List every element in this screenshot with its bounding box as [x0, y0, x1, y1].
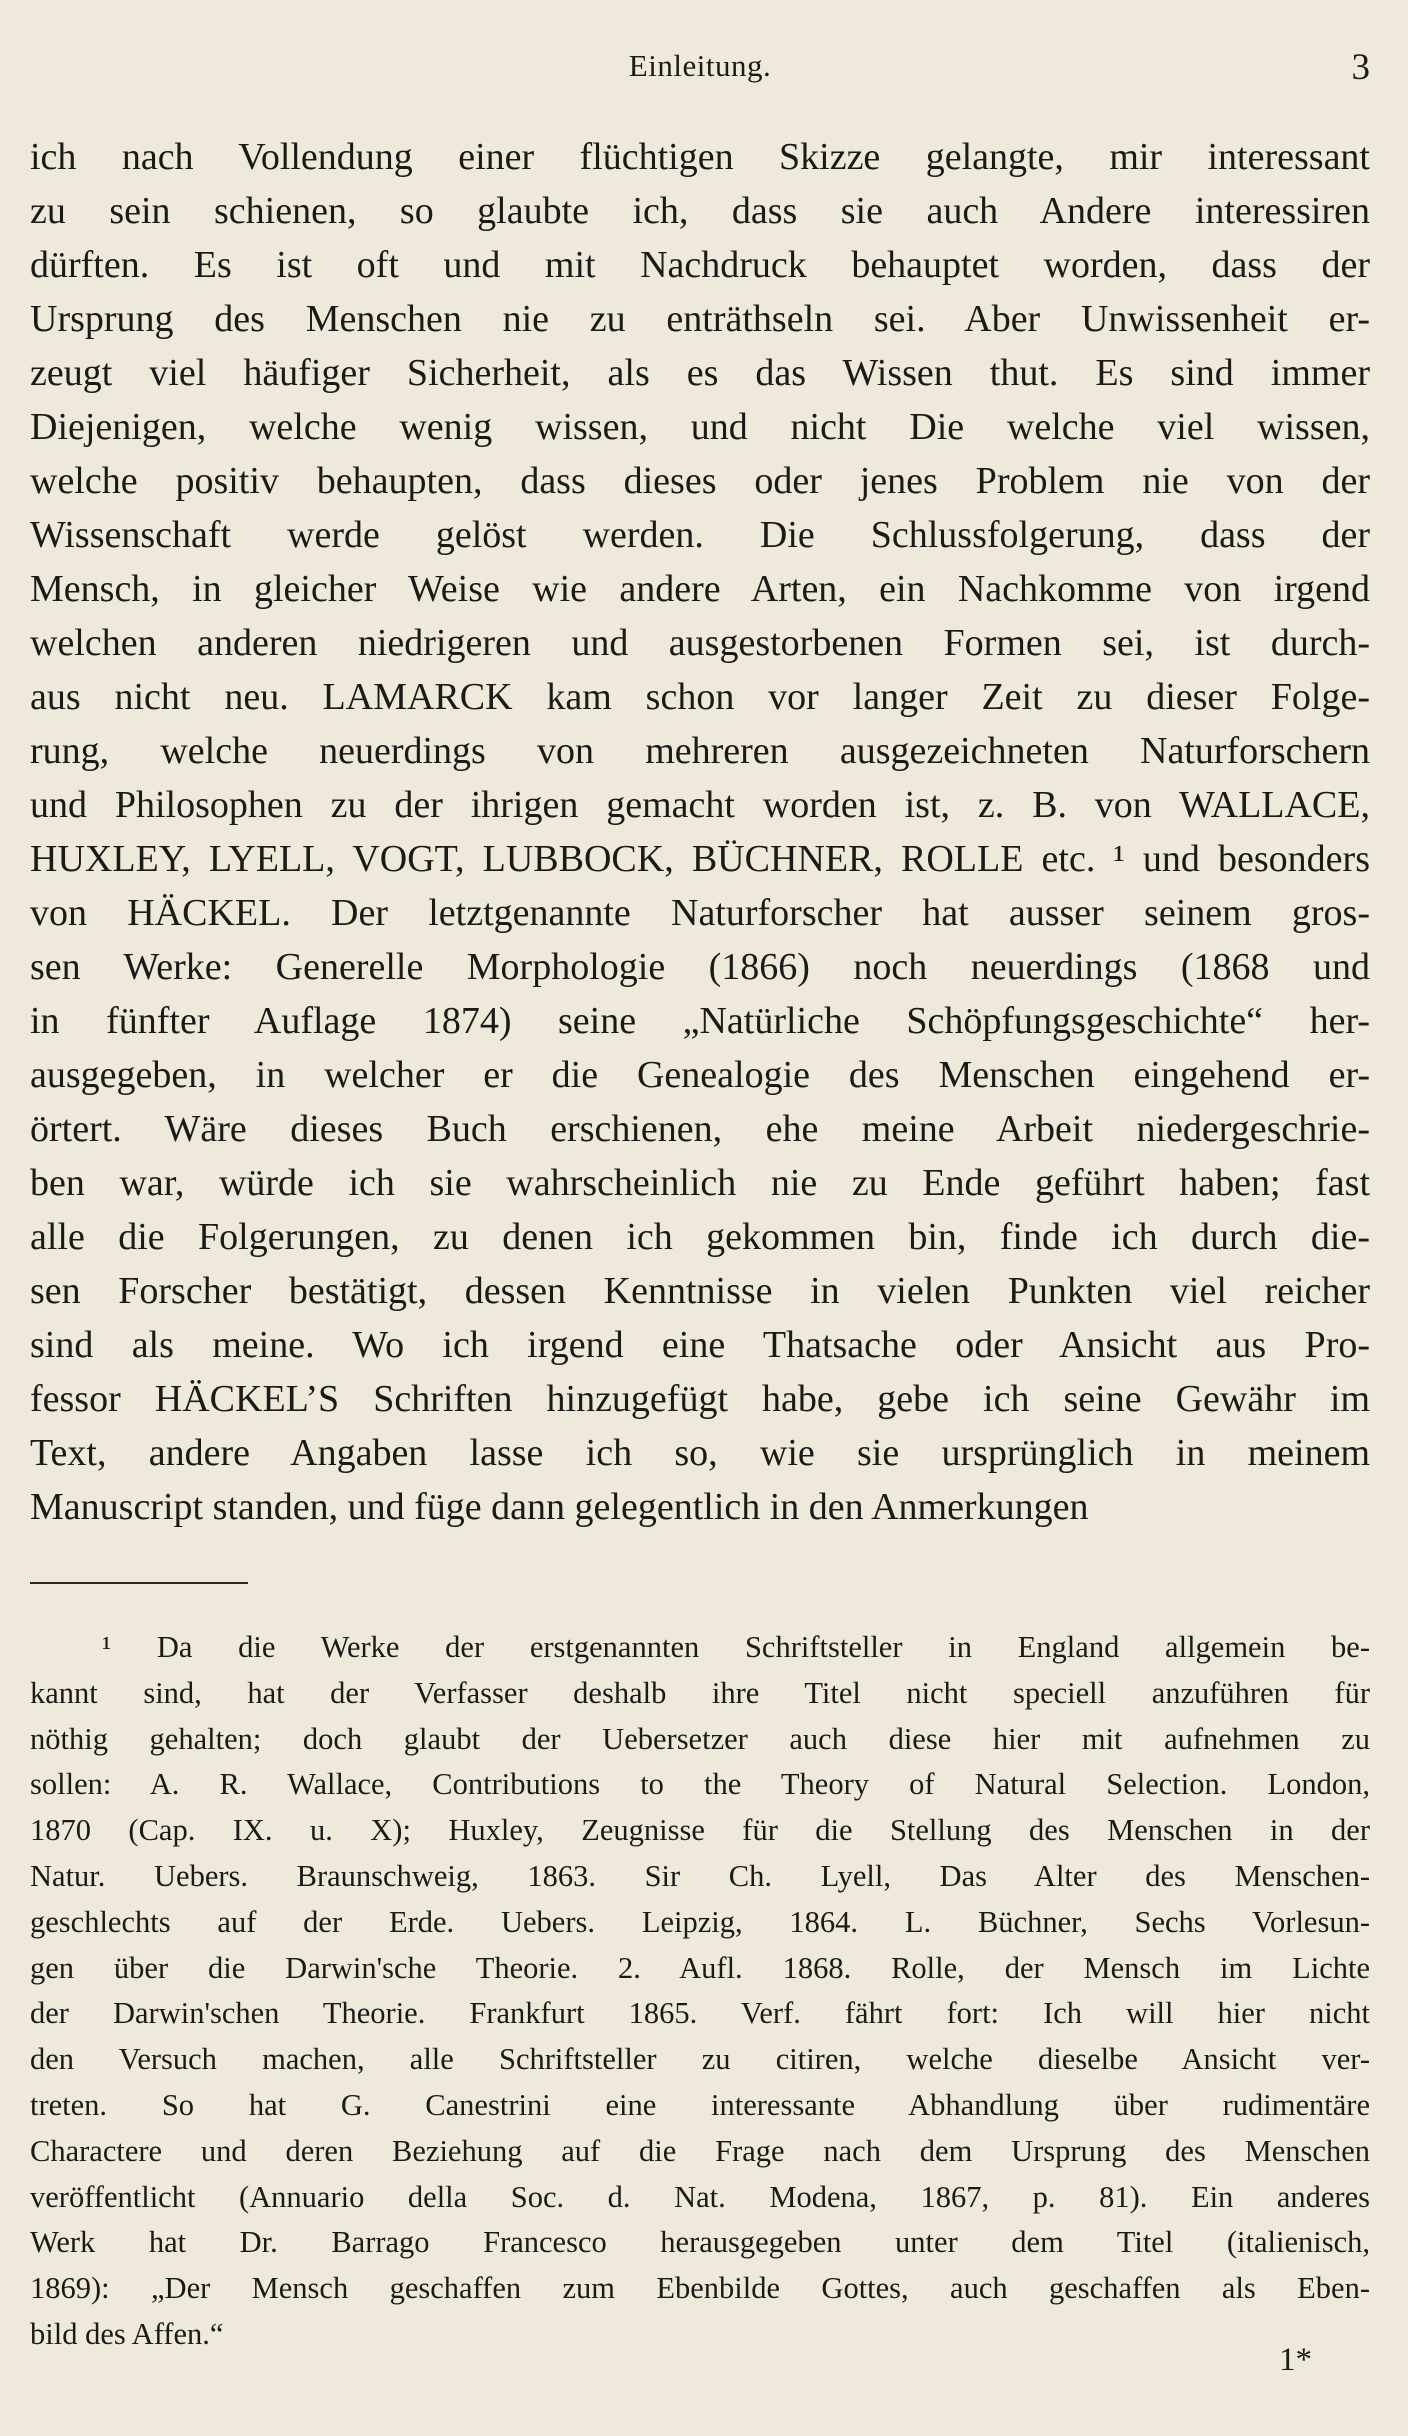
footnote-line: geschlechts auf der Erde. Uebers. Leipzig, 1864. L. Büchner, Sechs Vorlesun-: [30, 1904, 1370, 1939]
footnote-line: Natur. Uebers. Braunschweig, 1863. Sir Ch. Lyell, Das Alter des Menschen-: [30, 1858, 1370, 1893]
body-line: Text, andere Angaben lasse ich so, wie sie ursprünglich in meinem: [30, 1432, 1370, 1474]
body-line: fessor HÄCKEL’S Schriften hinzugefügt habe, gebe ich seine Gewähr im: [30, 1378, 1370, 1420]
body-line: Manuscript standen, und füge dann gelegentlich in den Anmerkungen: [30, 1486, 1089, 1528]
body-line: welchen anderen niedrigeren und ausgestorbenen Formen sei, ist durch-: [30, 622, 1370, 664]
body-line: in fünfter Auflage 1874) seine „Natürliche Schöpfungsgeschichte“ her-: [30, 1000, 1370, 1042]
body-line: sen Werke: Generelle Morphologie (1866) noch neuerdings (1868 und: [30, 946, 1370, 988]
footnote-line: ¹ Da die Werke der erstgenannten Schriftsteller in England allgemein be-: [102, 1630, 1370, 1664]
page-number: 3: [1351, 47, 1370, 88]
footnote-line: 1869): „Der Mensch geschaffen zum Ebenbilde Gottes, auch geschaffen als Eben-: [30, 2271, 1370, 2306]
body-line: welche positiv behaupten, dass dieses oder jenes Problem nie von der: [30, 460, 1370, 502]
body-line: rung, welche neuerdings von mehreren ausgezeichneten Naturforschern: [30, 730, 1370, 772]
body-text: [30, 130, 1370, 1534]
footnote-line: veröffentlicht (Annuario della Soc. d. Nat. Modena, 1867, p. 81). Ein anderes: [30, 2179, 1370, 2214]
footnote-line: kannt sind, hat der Verfasser deshalb ihre Titel nicht speciell anzuführen für: [30, 1675, 1370, 1710]
footnote-line: der Darwin'schen Theorie. Frankfurt 1865. Verf. fährt fort: Ich will hier nicht: [30, 1996, 1370, 2031]
footnote: [30, 1625, 1370, 2358]
body-line: ausgegeben, in welcher er die Genealogie des Menschen eingehend er-: [30, 1054, 1370, 1096]
footnote-line: den Versuch machen, alle Schriftsteller zu citiren, welche dieselbe Ansicht ver-: [30, 2042, 1370, 2077]
body-line: Mensch, in gleicher Weise wie andere Arten, ein Nachkomme von irgend: [30, 568, 1370, 610]
footnote-line: Werk hat Dr. Barrago Francesco herausgegeben unter dem Titel (italienisch,: [30, 2225, 1370, 2260]
body-line: sind als meine. Wo ich irgend eine Thatsache oder Ansicht aus Pro-: [30, 1324, 1370, 1366]
body-line: HUXLEY, LYELL, VOGT, LUBBOCK, BÜCHNER, ROLLE etc. ¹ und besonders: [30, 838, 1370, 880]
signature-mark: 1*: [1279, 2342, 1312, 2378]
footnote-line: sollen: A. R. Wallace, Contributions to the Theory of Natural Selection. London,: [30, 1767, 1370, 1802]
body-line: örtert. Wäre dieses Buch erschienen, ehe meine Arbeit niedergeschrie-: [30, 1108, 1370, 1150]
page-header: [30, 42, 1370, 92]
body-line: Wissenschaft werde gelöst werden. Die Schlussfolgerung, dass der: [30, 514, 1370, 556]
body-line: zu sein schienen, so glaubte ich, dass sie auch Andere interessiren: [30, 190, 1370, 232]
footnote-line: treten. So hat G. Canestrini eine interessante Abhandlung über rudimentäre: [30, 2087, 1370, 2122]
running-head: Einleitung.: [628, 48, 772, 83]
body-line: ben war, würde ich sie wahrscheinlich nie zu Ende geführt haben; fast: [30, 1162, 1370, 1204]
body-line: von HÄCKEL. Der letztgenannte Naturforscher hat ausser seinem gros-: [30, 892, 1370, 934]
footnote-divider: [30, 1582, 248, 1584]
footnote-line: Charactere und deren Beziehung auf die Frage nach dem Ursprung des Menschen: [30, 2133, 1370, 2168]
footnote-line: 1870 (Cap. IX. u. X); Huxley, Zeugnisse für die Stellung des Menschen in der: [30, 1813, 1370, 1848]
body-line: alle die Folgerungen, zu denen ich gekommen bin, finde ich durch die-: [30, 1216, 1370, 1258]
footnote-line: gen über die Darwin'sche Theorie. 2. Aufl. 1868. Rolle, der Mensch im Lichte: [30, 1950, 1370, 1985]
body-line: zeugt viel häufiger Sicherheit, als es das Wissen thut. Es sind immer: [30, 352, 1370, 394]
body-line: Diejenigen, welche wenig wissen, und nicht Die welche viel wissen,: [30, 406, 1370, 448]
body-line: sen Forscher bestätigt, dessen Kenntnisse in vielen Punkten viel reicher: [30, 1270, 1370, 1312]
body-line: und Philosophen zu der ihrigen gemacht worden ist, z. B. von WALLACE,: [30, 784, 1370, 826]
body-line: Ursprung des Menschen nie zu enträthseln sei. Aber Unwissenheit er-: [30, 298, 1370, 340]
footnote-line: nöthig gehalten; doch glaubt der Uebersetzer auch diese hier mit aufnehmen zu: [30, 1721, 1370, 1756]
footnote-line: bild des Affen.“: [30, 2316, 224, 2351]
body-line: dürften. Es ist oft und mit Nachdruck behauptet worden, dass der: [30, 244, 1370, 286]
body-line: ich nach Vollendung einer flüchtigen Skizze gelangte, mir interessant: [30, 136, 1370, 178]
body-line: aus nicht neu. LAMARCK kam schon vor langer Zeit zu dieser Folge-: [30, 676, 1370, 718]
